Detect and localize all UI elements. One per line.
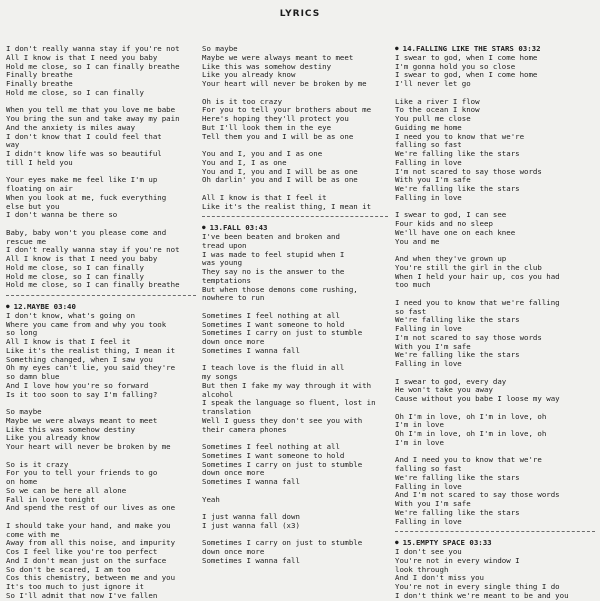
lyric-line: Sometimes I wanna fall [202, 477, 300, 486]
lyric-line: So maybe [202, 44, 238, 53]
lyric-line: I need you to know that we're falling [395, 297, 560, 307]
lyric-line: We're falling like the stars [395, 149, 520, 158]
lyric-line: way [6, 140, 20, 150]
lyric-line: I'm not scared to say those words [395, 332, 542, 342]
lyric-line: I'm not scared to say those words [395, 166, 542, 176]
lyric-line: I'm gonna hold you so close [395, 61, 516, 71]
lyric-line: It's too much to just ignore it [6, 582, 144, 591]
lyric-line: Falling in love [395, 359, 462, 368]
lyric-line: But when those demons come rushing, [202, 284, 358, 294]
lyric-line: I don't think we're meant to be and you [395, 590, 569, 600]
lyric-line: I need you to know that we're [395, 131, 525, 141]
lyric-line: Oh is it too crazy [202, 96, 283, 106]
lyric-line: When you look at me, fuck everything [6, 192, 167, 202]
lyric-line: You're still the girl in the club [395, 262, 542, 272]
stanza-break [202, 487, 388, 496]
lyric-line: Oh I'm in love, oh I'm in love, oh [395, 411, 547, 421]
lyric-line: down once more [202, 337, 265, 346]
lyric-line: Something changed, when I saw you [6, 354, 153, 364]
lyric-line: Away from all this noise, and impurity [6, 538, 176, 548]
lyric-line: And I'm not scared to say those words [395, 490, 560, 500]
lyrics-column-1 [6, 45, 196, 601]
lyric-line: We're falling like the stars [395, 350, 520, 360]
lyric-line: Sometimes I feel nothing at all [202, 310, 340, 320]
lyric-line: rescue me [6, 236, 47, 246]
lyric-line: I was made to feel stupid when I [202, 249, 345, 259]
lyric-line: Falling in love [395, 516, 462, 526]
lyric-line: So we can be here all alone [6, 485, 127, 495]
lyric-line: And I love how you're so forward [6, 380, 149, 390]
lyric-line: Fall in love tonight [6, 494, 95, 504]
lyric-line: Cos I feel like you're too perfect [6, 547, 158, 556]
lyric-line: And I don't miss you [395, 573, 484, 583]
lyric-line: their camera phones [202, 424, 287, 434]
section-divider [395, 531, 595, 532]
lyric-line: till I held you [6, 157, 73, 167]
lyric-line: But then I fake my way through it with [202, 380, 372, 390]
lyric-line: temptations [202, 275, 251, 285]
lyric-line: Is it too soon to say I'm falling? [6, 389, 158, 399]
lyric-line: Sometimes I want someone to hold [202, 319, 345, 329]
lyric-line: Sometimes I feel nothing at all [202, 442, 340, 451]
page-title: LYRICS [279, 9, 321, 19]
lyric-line: All I know is that I feel it [202, 192, 327, 202]
lyric-line: Sometimes I wanna fall [202, 555, 300, 565]
lyric-line: We're falling like the stars [395, 315, 520, 325]
lyric-line: When I held your hair up, cos you had [395, 271, 560, 281]
lyric-line: Four kids and no sleep [395, 219, 493, 228]
lyric-line: All I know is that I feel it [6, 337, 131, 346]
lyric-line: And the anxiety is miles away [6, 122, 136, 132]
lyric-line: Sometimes I carry on just to stumble [202, 328, 363, 338]
lyric-line: Oh darlin' you and I will be as one [202, 175, 358, 185]
lyric-line: so damn blue [6, 372, 60, 381]
lyric-line: You bring the sun and take away my pain [6, 114, 180, 123]
lyric-line: Hold me close, so I can finally breathe [6, 280, 180, 290]
lyric-line: come with me [6, 529, 60, 539]
lyric-line: too much [395, 280, 431, 290]
lyric-line: I don't wanna be there so [6, 210, 118, 220]
lyric-line: down once more [202, 547, 265, 556]
lyric-line: tread upon [202, 240, 247, 250]
lyric-line: Like this was somehow destiny [6, 424, 136, 434]
lyric-line: Like it's the realist thing, I mean it [6, 345, 176, 355]
lyric-line: Falling in love [395, 324, 462, 333]
lyric-line: When you tell me that you love me babe [6, 105, 176, 115]
lyric-line: Maybe we were always meant to meet [6, 415, 158, 425]
lyric-line: so fast [395, 306, 427, 316]
lyric-line: Like this was somehow destiny [202, 61, 332, 71]
lyric-line: So don't be scared, I am too [6, 564, 131, 574]
lyric-line: I don't know, what's going on [6, 310, 136, 320]
lyric-line: translation [202, 407, 251, 416]
lyric-line: I don't see you [395, 547, 462, 556]
lyric-line: Well I guess they don't see you with [202, 415, 363, 425]
lyric-line: And when they've grown up [395, 254, 507, 263]
lyric-line: Oh my eyes can't lie, you said they're [6, 363, 176, 373]
song-heading: ● 13.FALL 03:43 [202, 224, 388, 233]
lyric-line: I'm in love [395, 437, 444, 447]
lyric-line: I swear to god, every day [395, 376, 507, 386]
lyric-line: I'm in love [395, 420, 444, 430]
song-heading: ● 15.EMPTY SPACE 03:33 [395, 539, 595, 548]
lyric-line: I swear to god, when I come home [395, 52, 538, 62]
lyric-line: I just wanna fall (x3) [202, 520, 300, 530]
lyric-line: Falling in love [395, 481, 462, 491]
lyric-line: Sometimes I carry on just to stumble [202, 538, 363, 548]
lyric-line: We're falling like the stars [395, 184, 520, 193]
lyric-line: nowhere to run [202, 293, 265, 303]
lyric-line: We'll have one on each knee [395, 227, 516, 237]
lyric-line: We're falling like the stars [395, 472, 520, 482]
lyric-line: And I don't mean just on the surface [6, 555, 167, 565]
lyric-line: Like a river I flow [395, 96, 480, 106]
lyric-line: Oh I'm in love, oh I'm in love, oh [395, 429, 547, 438]
lyric-line: I just wanna fall down [202, 512, 300, 521]
lyric-line: You and I, you and I will be as one [202, 166, 358, 176]
lyric-line: Sometimes I wanna fall [202, 345, 300, 355]
lyric-line: You pull me close [395, 114, 471, 123]
lyric-line: I don't know that I could feel that [6, 131, 162, 141]
lyric-line: Hold me close, so I can finally breathe [6, 61, 180, 71]
lyric-line: falling so fast [395, 464, 462, 473]
lyric-line: With you I'm safe [395, 175, 471, 185]
lyric-line: Hold me close, so I can finally [6, 87, 144, 97]
lyric-line: You and I, I as one [202, 157, 287, 167]
lyric-line: I swear to god, when I come home [395, 70, 538, 80]
lyrics-column-2 [202, 45, 388, 566]
lyric-line: else but you [6, 201, 60, 211]
lyric-line: Guiding me home [395, 122, 462, 132]
lyric-line: Baby, baby won't you please come and [6, 227, 167, 237]
lyric-line: But I'll look them in the eye [202, 122, 332, 132]
lyric-line: falling so fast [395, 140, 462, 150]
lyric-line: I speak the language so fluent, lost in [202, 398, 376, 408]
lyric-line: They say no is the answer to the [202, 267, 345, 276]
lyric-line: Hold me close, so I can finally [6, 262, 144, 272]
lyric-line: I swear to god, I can see [395, 210, 507, 220]
song-heading: ● 12.MAYBE 03:40 [6, 303, 196, 312]
lyric-line: floating on air [6, 184, 73, 193]
lyric-line: my songs [202, 372, 238, 381]
lyric-line: Your heart will never be broken by me [6, 442, 171, 451]
lyric-line: Yeah [202, 494, 220, 504]
lyric-line: Cause without you babe I loose my way [395, 394, 560, 403]
lyric-line: You're not in every window I [395, 555, 520, 565]
lyric-line: Here's hoping they'll protect you [202, 114, 349, 123]
lyric-line: on home [6, 477, 38, 486]
lyric-line: Sometimes I carry on just to stumble [202, 459, 363, 469]
lyric-line: was young [202, 258, 243, 268]
lyric-line: I'll never let go [395, 79, 471, 88]
lyric-line: down once more [202, 468, 265, 478]
lyric-line: You and me [395, 236, 440, 246]
lyric-line: You're not in every single thing I do [395, 582, 560, 591]
lyric-line: Sometimes I want someone to hold [202, 450, 345, 460]
lyric-line: With you I'm safe [395, 499, 471, 508]
lyric-line: I don't really wanna stay if you're not [6, 44, 180, 53]
lyric-line: So I'll admit that now I've fallen [6, 590, 158, 600]
lyric-line: Like you already know [6, 433, 100, 443]
lyric-line: I don't really wanna stay if you're not [6, 245, 180, 255]
lyric-line: Falling in love [395, 157, 462, 167]
lyric-line: Finally breathe [6, 70, 73, 80]
lyric-line: Like it's the realist thing, I mean it [202, 201, 372, 211]
lyric-line: Hold me close, so I can finally [6, 271, 144, 281]
lyric-line: To the ocean I know [395, 105, 480, 115]
lyric-line: We're falling like the stars [395, 507, 520, 517]
lyric-line: For you to tell your friends to go [6, 468, 158, 478]
lyric-line: look through [395, 564, 449, 574]
lyric-line: I teach love is the fluid in all [202, 363, 345, 373]
lyric-line: Your heart will never be broken by me [202, 79, 367, 88]
lyric-line: And spend the rest of our lives as one [6, 503, 176, 513]
lyric-line: I've been beaten and broken and [202, 232, 340, 241]
lyric-line: Cos this chemistry, between me and you [6, 573, 176, 583]
lyric-line: I should take your hand, and make you [6, 520, 171, 530]
lyric-line: So maybe [6, 407, 42, 416]
lyric-line: alcohol [202, 389, 234, 399]
lyric-line: And I need you to know that we're [395, 455, 542, 465]
lyric-line: For you to tell your brothers about me [202, 105, 372, 115]
section-divider [202, 216, 388, 217]
lyric-line: He won't take you away [395, 385, 493, 395]
song-heading: ● 14.FALLING LIKE THE STARS 03:32 [395, 45, 595, 54]
lyric-line: All I know is that I need you baby [6, 254, 158, 263]
lyric-line: You and I, you and I as one [202, 149, 323, 158]
lyric-line: Your eyes make me feel like I'm up [6, 175, 158, 185]
lyric-line: Where you came from and why you took [6, 319, 167, 329]
lyric-line: so long [6, 328, 38, 338]
lyrics-column-3 [395, 45, 595, 601]
lyric-line: Tell them you and I will be as one [202, 131, 354, 141]
lyric-line: All I know is that I need you baby [6, 52, 158, 62]
lyric-line: Finally breathe [6, 79, 73, 88]
lyric-line: Maybe we were always meant to meet [202, 52, 354, 62]
lyric-line: I didn't know life was so beautiful [6, 149, 162, 158]
section-divider [6, 295, 196, 296]
lyric-line: Like you already know [202, 70, 296, 80]
lyric-line: So is it crazy [6, 459, 69, 469]
lyric-line: Falling in love [395, 192, 462, 202]
lyric-line: With you I'm safe [395, 341, 471, 351]
